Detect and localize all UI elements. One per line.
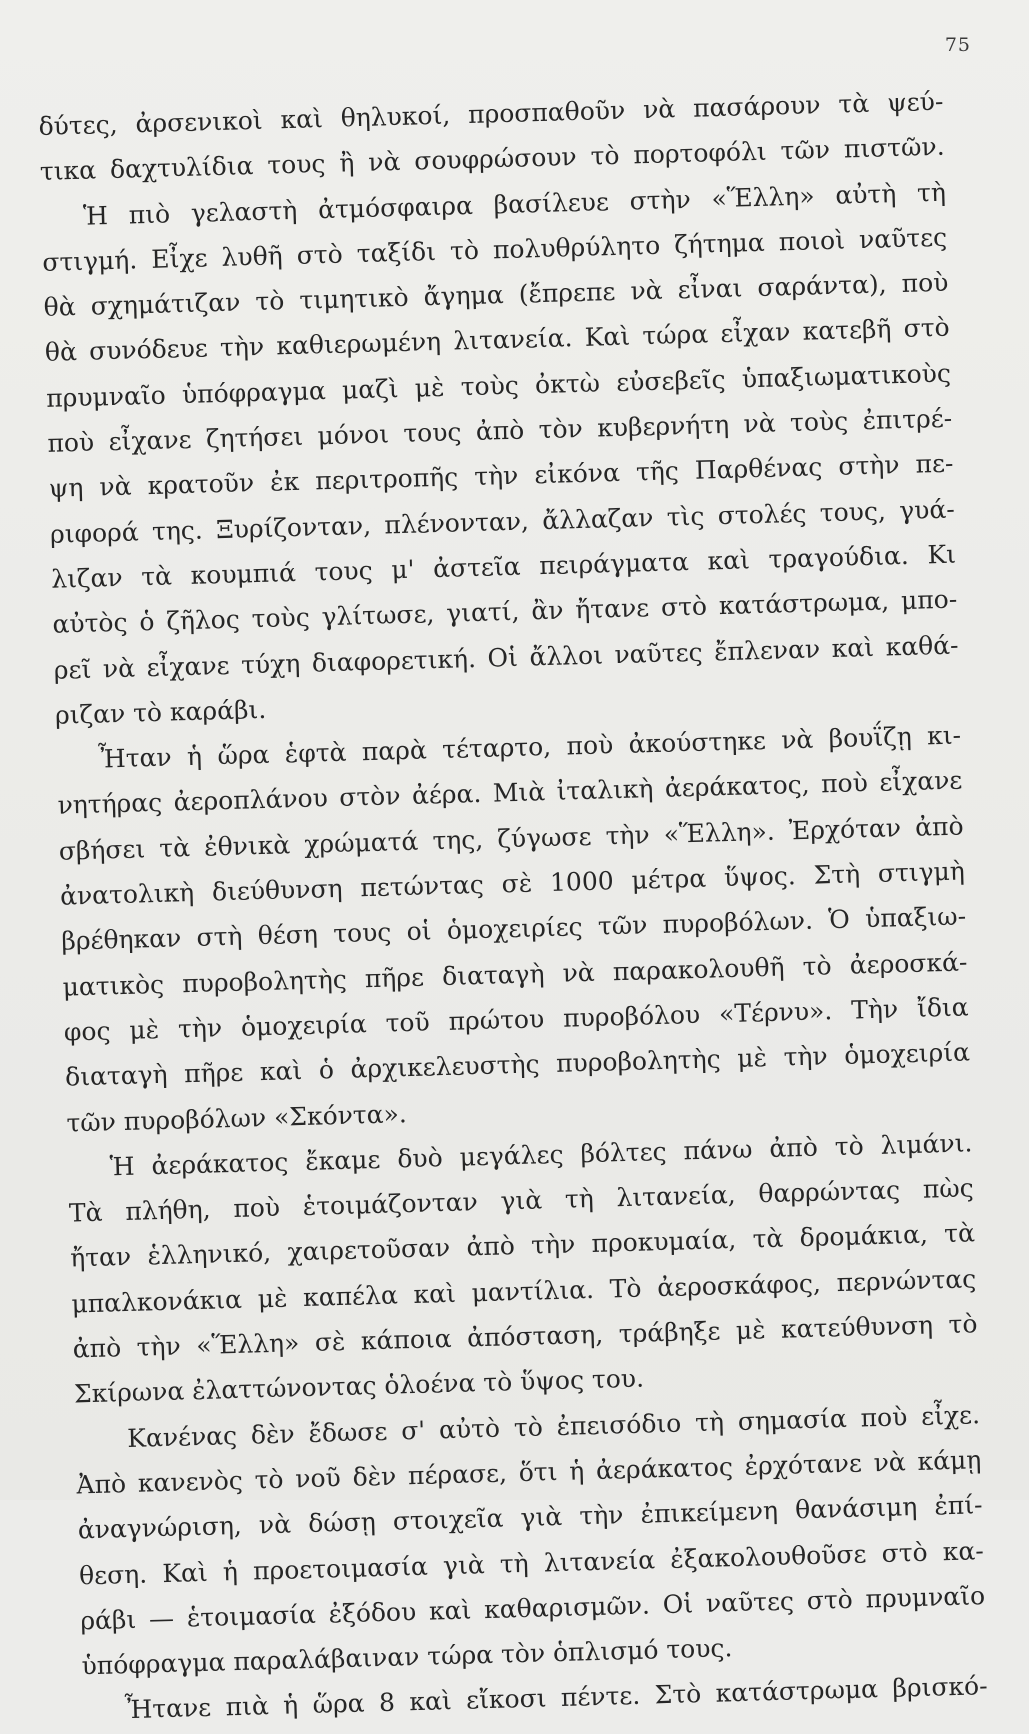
text-line: Ἦταν ἡ ὥρα ἑφτὰ παρὰ τέταρτο, ποὺ ἀκούστηκε νὰ βουΐζῃ κι- — [97, 720, 962, 774]
text-line: Σκίρωνα ἐλαττώνοντας ὁλοένα τὸ ὕψος του. — [73, 1363, 645, 1409]
text-line: ψη νὰ κρατοῦν ἐκ περιτροπῆς τὴν εἰκόνα τῆς Παρθένας στὴν πε- — [48, 448, 954, 504]
text-line: διαταγὴ πῆρε καὶ ὁ ἀρχικελευστὴς πυροβολητὴς μὲ τὴν ὁμοχειρία — [64, 1037, 971, 1092]
text-line: ρεῖ νὰ εἶχανε τύχη διαφορετική. Οἱ ἄλλοι ναῦτες ἔπλεναν καὶ καθά- — [53, 630, 959, 685]
text-line: νητήρας ἀεροπλάνου στὸν ἀέρα. Μιὰ ἰταλικὴ ἀεράκατος, ποὺ εἶχανε — [57, 765, 963, 821]
text-line: ματικὸς πυροβολητὴς πῆρε διαταγὴ νὰ παρακολουθῆ τὸ ἀεροσκά- — [62, 947, 968, 1002]
text-line: ράβι — ἑτοιμασία ἐξόδου καὶ καθαρισμῶν. Οἱ ναῦτες στὸ πρυμναῖο — [79, 1580, 986, 1636]
text-line: ἀπὸ τὴν «Ἕλλη» σὲ κάποια ἀπόσταση, τράβηξε μὲ κατεύθυνση τὸ — [72, 1309, 978, 1364]
text-line: Ἀπὸ κανενὸς τὸ νοῦ δὲν πέρασε, ὅτι ἡ ἀεράκατος ἐρχότανε νὰ κάμῃ — [76, 1445, 982, 1500]
text-line: θὰ σχημάτιζαν τὸ τιμητικὸ ἄγημα (ἔπρεπε νὰ εἶναι σαράντα), ποὺ — [43, 267, 949, 323]
text-line: ριζαν τὸ καράβι. — [54, 694, 267, 730]
text-line: στιγμή. Εἶχε λυθῆ στὸ ταξίδι τὸ πολυθρύλητο ζήτημα ποιοὶ ναῦτες — [42, 222, 948, 277]
text-line: Ἡ πιὸ γελαστὴ ἀτμόσφαιρα βασίλευε στὴν «Ἕλλη» αὐτὴ τὴ — [82, 177, 947, 231]
text-line: δύτες, ἀρσενικοὶ καὶ θηλυκοί, προσπαθοῦν νὰ πασάρουν τὰ ψεύ- — [38, 86, 944, 141]
page-number: 75 — [944, 34, 971, 56]
text-line: ριφορά της. Ξυρίζονταν, πλένονταν, ἄλλαζαν τὶς στολές τους, γυά- — [49, 494, 956, 549]
text-line: ὑπόφραγμα παραλάβαιναν τώρα τὸν ὁπλισμό τους. — [81, 1633, 733, 1681]
text-line: αὐτὸς ὁ ζῆλος τοὺς γλίτωσε, γιατί, ἂν ἤτανε στὸ κατάστρωμα, μπο- — [52, 584, 958, 640]
text-line: θὰ συνόδευε τὴν καθιερωμένη λιτανεία. Καὶ τώρα εἶχαν κατεβῆ στὸ — [44, 313, 951, 368]
text-line: φος μὲ τὴν ὁμοχειρία τοῦ πρώτου πυροβόλου «Τέρνυ». Τὴν ἴδια — [63, 992, 969, 1047]
text-line: μπαλκονάκια μὲ καπέλα καὶ μαντίλια. Τὸ ἀεροσκάφος, περνώντας — [71, 1263, 977, 1319]
text-line: Ἡ ἀεράκατος ἔκαμε δυὸ μεγάλες βόλτες πάνω ἀπὸ τὸ λιμάνι. — [109, 1128, 973, 1182]
text-line: Ἦτανε πιὰ ἡ ὥρα 8 καὶ εἴκοσι πέντε. Στὸ κατάστρωμα βρισκό- — [124, 1671, 988, 1725]
text-line: σβήσει τὰ ἐθνικὰ χρώματά της, ζύγωσε τὴν «Ἕλλη». Ἐρχόταν ἀπὸ — [58, 811, 964, 866]
text-line: τικα δαχτυλίδια τους ἢ νὰ σουφρώσουν τὸ πορτοφόλι τῶν πιστῶν. — [39, 132, 945, 187]
text-line: θεση. Καὶ ἡ προετοιμασία γιὰ τὴ λιτανεία ἐξακολουθοῦσε στὸ κα- — [78, 1535, 985, 1590]
text-line: Τὰ πλήθη, ποὺ ἑτοιμάζονταν γιὰ τὴ λιτανεία, θαρρώντας πὼς — [68, 1173, 975, 1228]
text-line: ποὺ εἶχανε ζητήσει μόνοι τους ἀπὸ τὸν κυβερνήτη νὰ τοὺς ἐπιτρέ- — [47, 403, 953, 458]
text-line: ἤταν ἑλληνικό, χαιρετοῦσαν ἀπὸ τὴν προκυμαία, τὰ δρομάκια, τὰ — [69, 1218, 976, 1273]
text-line: τῶν πυροβόλων «Σκόντα». — [66, 1098, 408, 1138]
text-line: ἀναγνώριση, νὰ δώσῃ στοιχεῖα γιὰ τὴν ἐπικείμενη θανάσιμη ἐπί- — [77, 1490, 983, 1545]
text-line: ἀνατολικὴ διεύθυνση πετώντας σὲ 1000 μέτρα ὕψος. Στὴ στιγμὴ — [59, 856, 966, 911]
text-line: βρέθηκαν στὴ θέση τους οἱ ὁμοχειρίες τῶν πυροβόλων. Ὁ ὑπαξιω- — [60, 901, 967, 957]
text-line: πρυμναῖο ὑπόφραγμα μαζὶ μὲ τοὺς ὀκτὼ εὐσεβεῖς ὑπαξιωματικοὺς — [45, 358, 952, 413]
text-line: Κανένας δὲν ἔδωσε σ' αὐτὸ τὸ ἐπεισόδιο τὴ σημασία ποὺ εἶχε. — [126, 1399, 981, 1453]
body-text — [38, 79, 988, 1734]
text-line: λιζαν τὰ κουμπιά τους μ' ἀστεῖα πειράγματα καὶ τραγούδια. Κι — [50, 539, 957, 594]
